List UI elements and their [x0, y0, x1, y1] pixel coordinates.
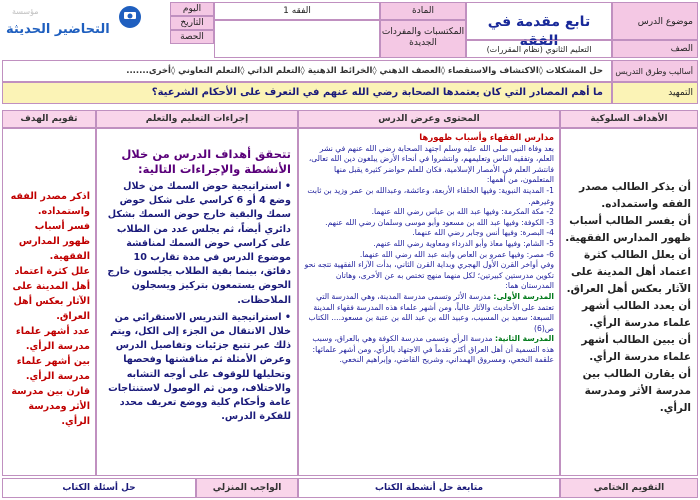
school1-label: المدرسة الأولى: — [493, 291, 554, 301]
vocab-value — [214, 20, 380, 58]
objective-item: أن يقارن الطالب بين مدرسة الأثر ومدرسة الرأي. — [582, 368, 691, 414]
procedure-item: • استراتيجية التدريس الاستقرائي من خلال الانتقال من الجزء إلى الكل، ويتم ذلك عبر تتبع جزئيات وتفاصيل الدرس وعرض الأمثلة ثم مناقشتها وفحصها وتحليلها للوقوف على أوجه التشابه والاختلاف، ومن ثم الوصول لاستنتاجات عامة وأحكام كلية ووضع تعريف محدد للفكرة الدرس. — [108, 311, 291, 423]
assessment-item: اذكر مصدر الفقه واستمداده. — [10, 191, 90, 217]
objective-item: أن يفسر الطالب أسباب ظهور المدارس الفقهية. — [565, 215, 691, 244]
procedures-header: إجراءات التعليم والتعلم — [96, 110, 298, 128]
book-questions: حل أسئلة الكتاب — [2, 478, 196, 498]
class-label: الصف — [612, 40, 698, 58]
school2-text: مدرسة الرأي وتسمى مدرسة الكوفة وهي بالعراق، وسبب هذه التسمية أن أهل العراق أكثر تقدماً في الاجتهاد بالرأي، ومن أشهر علمائها: علقمة النخعي، ومسروق الهمداني، وشريح القاضي، وإبراهيم النخعي. — [312, 334, 554, 365]
content-column — [298, 128, 560, 476]
methods-value: حل المشكلات ◊الاكتشاف والاستقصاء ◊العصف الذهني ◊الخرائط الذهنية ◊التعلم الذاتي ◊التعلم التعاوني ◊أخرى....... — [2, 60, 612, 82]
assessment-item: بين أشهر علماء مدرسة الرأي. — [16, 356, 90, 382]
svg-text:التحاضير الحديثة: التحاضير الحديثة — [6, 22, 110, 37]
topic-value — [466, 2, 612, 49]
content-item: 2- مكة المكرمة: وفيها عبد الله بن عباس رضي الله عنهما. — [371, 207, 554, 217]
objective-item: أن يذكر الطالب مصدر الفقه واستمداده. — [579, 181, 691, 210]
subject-label: المادة — [380, 2, 466, 20]
methods-label: أساليب وطرق التدريس — [612, 60, 698, 82]
procedure-item: • استراتيجية حوض السمك من خلال وضع 4 أو 6 كراسي على شكل حوض سمك والبقية خارج حوض السمك بشكل دائري أيضاً، ثم يجلس عدد من الطلاب على كراسي حوض السمك لمناقشة موضوع الدرس في مدة تقارب 10 دقائق، بينما بقية الطلاب يجلسون خارج الحوض يستمعون بتركيز ويسجلون الملاحظات. — [107, 181, 291, 306]
procedures-column — [96, 128, 298, 476]
intro-label: التمهيد — [612, 82, 698, 104]
period-label: الحصة — [170, 30, 214, 44]
content-item: 6- مصر: وفيها عمرو بن العاص وابنه عبد الله رضي الله عنهما. — [359, 249, 554, 259]
content-item: 3- الكوفة: وفيها عبد الله بن مسعود وأبو موسى وسلمان رضي الله عنهم. — [325, 217, 554, 227]
content-item: 1- المدينة النبوية: وفيها الخلفاء الأربعة، وعائشة، وعبدالله بن عمر وزيد بن ثابت وغيرهم. — [307, 185, 554, 206]
date-label: التاريخ — [170, 16, 214, 30]
activities-followup: متابعة حل أنشطة الكتاب — [298, 478, 560, 498]
topic-label: موضوع الدرس — [612, 2, 698, 40]
assessment-item: علل كثرة اعتماد أهل المدينة على الآثار بعكس أهل العراق. — [12, 266, 90, 322]
class-value: التعليم الثانوي (نظام المقررات) — [466, 40, 612, 58]
objectives-header: الأهداف السلوكية — [560, 110, 698, 128]
content-heading: مدارس الفقهاء وأسباب ظهورها — [419, 133, 554, 143]
content-item: 4- البصرة: وفيها أنس وجابر رضي الله عنهما. — [412, 228, 554, 238]
assessment-item: قارن بين مدرسة الأثر ومدرسة الرأي. — [11, 386, 90, 427]
objective-item: أن يعلل الطالب كثرة اعتماد أهل المدينة على الآثار بعكس أهل العراق. — [566, 249, 691, 295]
assessment-item: فسر أسباب ظهور المدارس الفقهية. — [18, 221, 90, 262]
school2-label: المدرسة الثانية: — [494, 334, 554, 344]
vocab-label: المكتسبات والمفردات الجديدة — [380, 20, 466, 58]
assessment-column — [2, 128, 96, 476]
final-eval-label: التقويم الختامي — [560, 478, 698, 498]
svg-text:مؤسسة: مؤسسة — [12, 7, 39, 16]
content-item: 5- الشام: وفيها معاذ وأبو الدرداء ومعاوية رضي الله عنهم. — [373, 238, 554, 248]
logo-graphic — [2, 3, 152, 39]
logo — [2, 3, 152, 39]
objectives-column — [560, 128, 698, 476]
intro-question: ما أهم المصادر التي كان يعتمدها الصحابة رضي الله عنهم في التعرف على الأحكام الشرعية؟ — [2, 82, 612, 104]
content-header: المحتوى وعرض الدرس — [298, 110, 560, 128]
day-label: اليوم — [170, 2, 214, 16]
subject-value: الفقه 1 — [214, 2, 380, 20]
topic-text: تابع مقدمة في الفقه — [487, 14, 591, 49]
homework-label: الواجب المنزلي — [196, 478, 298, 498]
assessment-header: تقويم الهدف — [2, 110, 96, 128]
school1-text: مدرسة الأثر وتسمى مدرسة المدينة، وهي المدرسة التي تعتمد على الأحاديث والآثار غالباً، ومن أشهر علماء هذه المدرسة فقهاء المدينة السبعة: سعيد بن المسيب، وعبيد الله بن عبد الله بن عتبة بن مسعود.... الكتاب ص(6) — [308, 291, 554, 333]
procedures-heading: تتحقق أهداف الدرس من خلال الأنشطة والإجراءات التالية: — [121, 147, 291, 176]
assessment-item: عدد أشهر علماء مدرسة الرأي. — [15, 326, 90, 352]
content-intro: بعد وفاة النبي صلى الله عليه وسلم اجتهد الصحابة رضي الله عنهم في نشر العلم، وتفقيه الناس وتعليمهم، وانتشروا في أنحاء الأرض يبلغون دين الله تعالى، فانتشر العلم في الأمصار الإسلامية، فكان للعلم حواضر كثيرة يقبل منها المتعلمون، من أهمها: — [308, 143, 554, 185]
objective-item: أن يبين الطالب أشهر علماء مدرسة الرأي. — [581, 334, 691, 363]
content-para: وفي أواخر القرن الأول الهجري وبداية القرن الثاني، بدأت الآراء الفقهية تتجه نحو تكوين مدرستين كبيرتين؛ لكل منهما منهج تختص به عن الأخرى، وهاتان المدرستان هما: — [304, 260, 554, 291]
objective-item: أن يعدد الطالب أشهر علماء مدرسة الرأي. — [581, 300, 691, 329]
